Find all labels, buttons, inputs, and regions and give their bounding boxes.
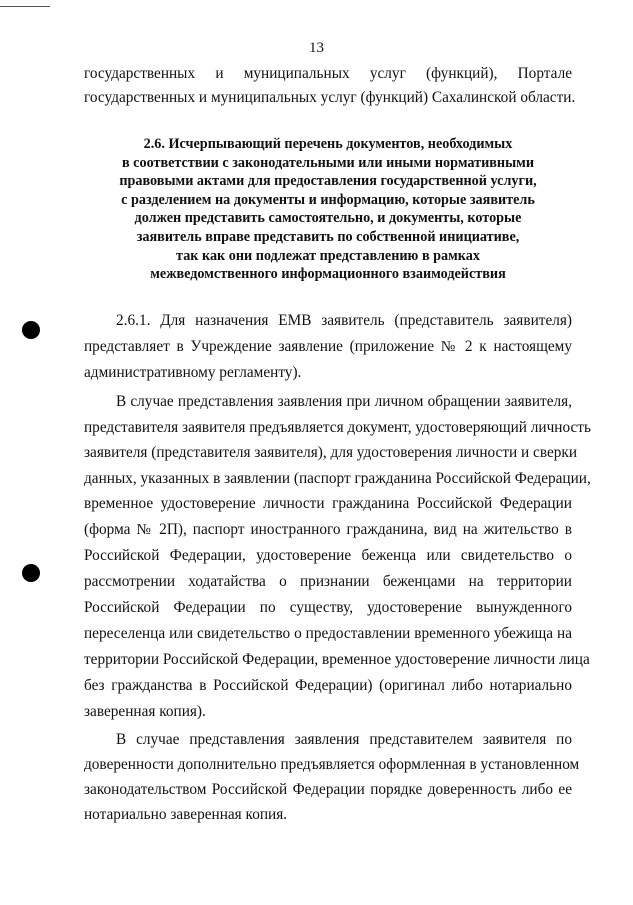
intro-line: государственных и муниципальных услуг (функций), Портале <box>84 65 572 82</box>
paragraph-line: В случае представления заявления при личном обращении заявителя, <box>116 393 572 410</box>
heading-line: в соответствии с законодательными или иными нормативными <box>121 154 535 171</box>
heading-line: должен представить самостоятельно, и документы, которые <box>134 210 522 227</box>
paragraph-line: доверенности дополнительно предъявляется оформленная в установленном <box>84 756 580 773</box>
heading-line: правовыми актами для предоставления государственной услуги, <box>119 173 537 190</box>
paragraph-line: переселенца или свидетельство о предоставлении временного убежища на <box>84 625 572 642</box>
intro-line: государственных и муниципальных услуг (функций) Сахалинской области. <box>84 89 576 106</box>
paragraph-line: территории Российской Федерации, временное удостоверение личности лица <box>84 651 590 668</box>
paragraph-line: представителя заявителя предъявляется документ, удостоверяющий личность <box>84 419 591 436</box>
paragraph-line: заявителя (представителя заявителя), для удостоверения личности и сверки <box>84 444 578 461</box>
paragraph-line: рассмотрении ходатайства о признании беженцами на территории <box>84 573 572 590</box>
paragraph-line: данных, указанных в заявлении (паспорт гражданина Российской Федерации, <box>84 470 591 487</box>
paragraph-line: (форма № 2П), паспорт иностранного гражданина, вид на жительство в <box>84 521 572 538</box>
paragraph-line: Российской Федерации, удостоверение беженца или свидетельство о <box>84 547 572 564</box>
punch-hole-top <box>22 321 40 339</box>
paragraph-line: без гражданства в Российской Федерации) (оригинал либо нотариально <box>84 677 572 694</box>
paragraph-line: временное удостоверение личности гражданина Российской Федерации <box>84 495 572 512</box>
paragraph-line: заверенная копия). <box>84 703 206 720</box>
heading-line: 2.6. Исчерпывающий перечень документов, необходимых <box>143 136 513 152</box>
paragraph-line: В случае представления заявления представителем заявителя по <box>116 731 572 748</box>
section-heading <box>90 135 566 284</box>
page-number: 13 <box>309 40 324 56</box>
paragraph-line: нотариально заверенная копия. <box>84 806 288 823</box>
paragraph-line: административному регламенту). <box>84 364 302 381</box>
heading-line: межведомственного информационного взаимодействия <box>150 266 506 283</box>
paragraph-line: законодательством Российской Федерации порядке доверенность либо ее <box>84 781 572 798</box>
heading-line: так как они подлежат представлению в рамках <box>176 247 480 264</box>
paragraph-line: Российской Федерации по существу, удостоверение вынужденного <box>84 599 572 616</box>
heading-line: с разделением на документы и информацию, которые заявитель <box>121 191 535 208</box>
heading-line: заявитель вправе представить по собственной инициативе, <box>136 228 520 245</box>
scan-edge-mark <box>0 6 50 7</box>
punch-hole-bottom <box>22 564 40 582</box>
paragraph-line: 2.6.1. Для назначения ЕМВ заявитель (представитель заявителя) <box>116 312 572 329</box>
paragraph-line: представляет в Учреждение заявление (приложение № 2 к настоящему <box>84 338 572 355</box>
